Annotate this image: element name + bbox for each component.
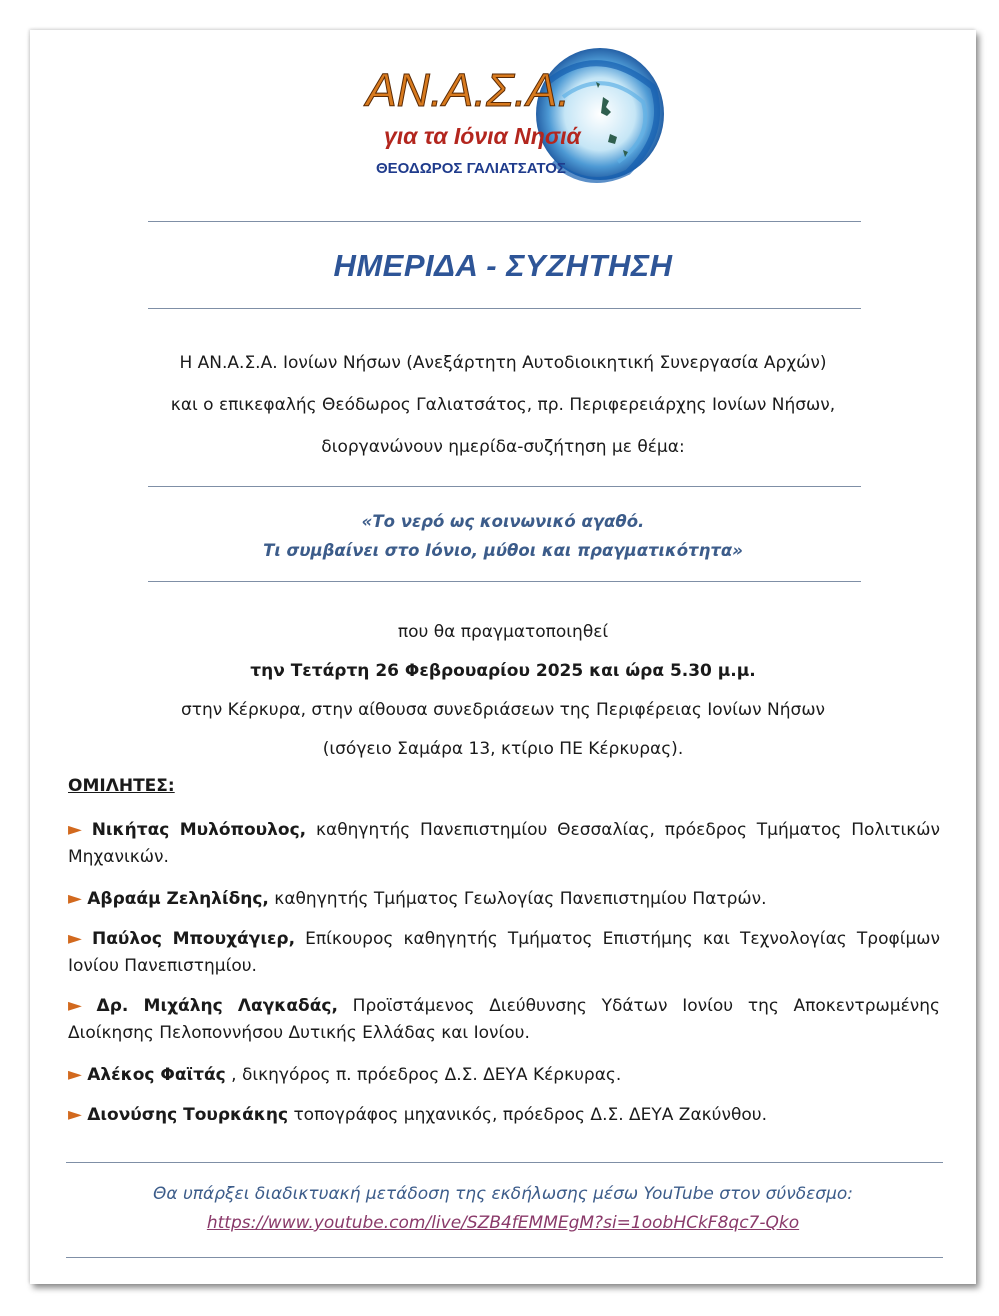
page-title: ΗΜΕΡΙΔΑ - ΣΥΖΗΤΗΣΗ: [333, 248, 673, 283]
stream-text: Θα υπάρξει διαδικτυακή μετάδοση της εκδήλωσης μέσω YouTube στον σύνδεσμο:: [152, 1184, 854, 1204]
speakers-heading: ΟΜΙΛΗΤΕΣ:: [68, 776, 175, 796]
speaker-desc: , δικηγόρος π. πρόεδρος Δ.Σ. ΔΕΥΑ Κέρκυρας.: [225, 1065, 622, 1085]
speaker-name: Δρ. Μιχάλης Λαγκαδάς,: [96, 996, 338, 1016]
speaker-desc: Προϊστάμενος Διεύθυνσης Υδάτων Ιονίου της Αποκεντρωμένης Διοίκησης Πελοποννήσου Δυτικής Ελλάδας και Ιονίου.: [68, 996, 941, 1043]
logo-name: ΘΕΟΔΩΡΟΣ ΓΑΛΙΑΤΣΑΤΟΣ: [376, 160, 566, 177]
speaker-desc: Επίκουρος καθηγητής Τμήματος Επιστήμης και Τεχνολογίας Τροφίμων Ιονίου Πανεπιστημίου.: [68, 929, 940, 976]
flyer-page: [30, 30, 976, 1284]
speaker-item: [68, 925, 940, 980]
anasa-logo: [348, 42, 668, 192]
arrow-icon: ►: [68, 995, 82, 1016]
speaker-name: Αλέκος Φαϊτάς: [87, 1065, 226, 1085]
intro-line: διοργανώνουν ημερίδα-συζήτηση με θέμα:: [321, 437, 685, 457]
event-address: (ισόγειο Σαμάρα 13, κτίριο ΠΕ Κέρκυρας).: [322, 739, 684, 759]
speaker-desc: τοπογράφος μηχανικός, πρόεδρος Δ.Σ. ΔΕΥΑ Ζακύνθου.: [288, 1105, 768, 1125]
logo-subtitle: για τα Ιόνια Νησιά: [384, 123, 581, 149]
speaker-item: [68, 885, 940, 913]
speaker-name: Αβραάμ Ζεληλίδης,: [87, 889, 269, 909]
logo-title: ΑΝ.Α.Σ.Α.: [366, 64, 570, 116]
speaker-item: [68, 1061, 940, 1089]
arrow-icon: ►: [68, 819, 82, 840]
speaker-item: [68, 1101, 940, 1129]
event-location: στην Κέρκυρα, στην αίθουσα συνεδριάσεων της Περιφέρειας Ιονίων Νήσων: [180, 700, 826, 720]
speaker-name: Παύλος Μπουχάγιερ,: [92, 929, 296, 949]
stream-notice: [30, 1180, 976, 1238]
topic-line: «Το νερό ως κοινωνικό αγαθό.: [361, 512, 645, 531]
intro-line: Η ΑΝ.Α.Σ.Α. Ιονίων Νήσων (Ανεξάρτητη Αυτοδιοικητική Συνεργασία Αρχών): [179, 353, 827, 373]
speaker-name: Νικήτας Μυλόπουλος,: [91, 820, 307, 840]
youtube-link[interactable]: https://www.youtube.com/live/SZB4fEMMEgM?si=1oobHCkF8qc7-Qko: [206, 1213, 800, 1233]
speaker-item: [68, 992, 940, 1047]
divider: [66, 1257, 943, 1258]
speaker-name: Διονύσης Τουρκάκης: [87, 1105, 289, 1125]
arrow-icon: ►: [68, 1064, 82, 1085]
divider: [148, 486, 861, 487]
divider: [148, 308, 861, 309]
divider: [148, 221, 861, 222]
logo-graphic: [348, 42, 668, 192]
speaker-desc: καθηγητής Πανεπιστημίου Θεσσαλίας, πρόεδρος Τμήματος Πολιτικών Μηχανικών.: [68, 820, 940, 867]
event-date: την Τετάρτη 26 Φεβρουαρίου 2025 και ώρα 5.30 μ.μ.: [250, 661, 756, 681]
divider: [66, 1162, 943, 1163]
speaker-desc: καθηγητής Τμήματος Γεωλογίας Πανεπιστημίου Πατρών.: [268, 889, 767, 909]
arrow-icon: ►: [68, 888, 82, 909]
event-topic: [30, 507, 976, 565]
arrow-icon: ►: [68, 928, 82, 949]
topic-line: Τι συμβαίνει στο Ιόνιο, μύθοι και πραγματικότητα»: [263, 541, 743, 560]
divider: [148, 581, 861, 582]
speaker-item: [68, 816, 940, 871]
intro-text: [30, 342, 976, 468]
event-details: [30, 613, 976, 769]
arrow-icon: ►: [68, 1104, 82, 1125]
intro-line: και ο επικεφαλής Θεόδωρος Γαλιατσάτος, πρ. Περιφερειάρχης Ιονίων Νήσων,: [170, 395, 836, 415]
event-line: που θα πραγματοποιηθεί: [397, 622, 609, 642]
